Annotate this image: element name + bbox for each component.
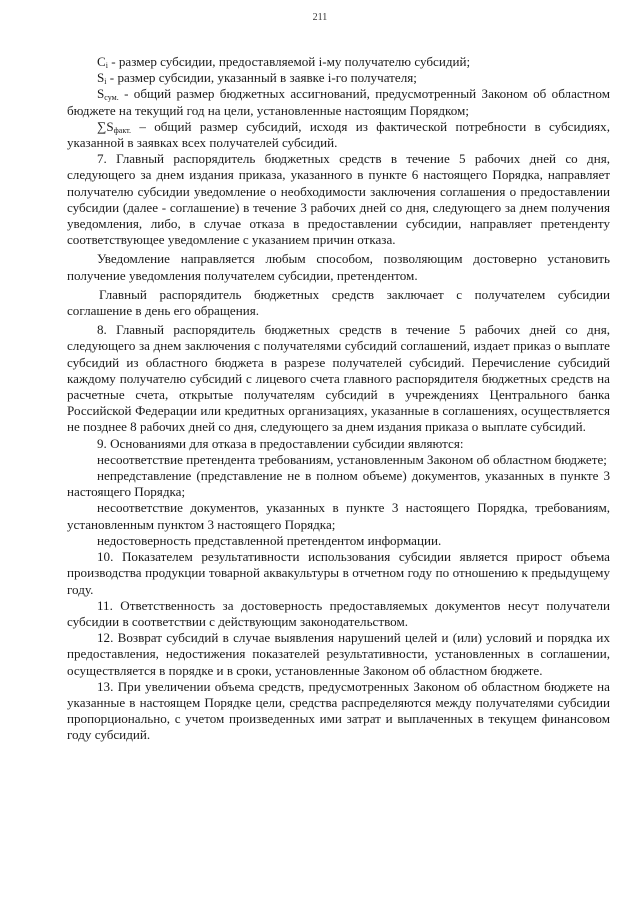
symbol: S <box>97 86 105 102</box>
symbol-subscript: i <box>105 61 108 70</box>
clause-12: 12. Возврат субсидий в случае выявления нарушений целей и (или) условий и порядка их предоставления, недостижения показателей результативности, установленных в соглашении, осуществляется в порядке и в сроки, установленные Законом об областном бюджете. <box>67 630 610 678</box>
clause-7-notification: Уведомление направляется любым способом, позволяющим достоверно установить получение уведомления получателем субсидии, претендентом. <box>67 251 610 283</box>
clause-9-item-1: несоответствие претендента требованиям, установленным Законом об областном бюджете; <box>97 451 607 467</box>
document-body <box>67 54 610 744</box>
symbol-subscript: сум. <box>104 93 119 103</box>
clause-11: 11. Ответственность за достоверность предоставляемых документов несут получатели субсидии в соответствии с действующим законодательством. <box>67 597 610 629</box>
symbol: ∑S <box>97 118 114 134</box>
clause-9: 9. Основаниями для отказа в предоставлении субсидии являются: <box>97 435 464 451</box>
clause-13: 13. При увеличении объема средств, предусмотренных Законом об областном бюджете на указанные в настоящем Порядке цели, средства распределяются между получателями субсидии пропорционально, с учетом произведенных ими затрат и выплаченных в текущем финансовом году субсидий. <box>67 678 610 743</box>
symbol: S <box>97 70 105 86</box>
definition-text: - размер субсидии, предоставляемой i-му получателю субсидий; <box>107 54 471 69</box>
definition-ssum <box>67 86 610 118</box>
clause-9-item-3: несоответствие документов, указанных в пункте 3 настоящего Порядка, требованиям, установленным пунктом 3 настоящего Порядка; <box>67 500 610 532</box>
clause-8: 8. Главный распорядитель бюджетных средств в течение 5 рабочих дней со дня, следующего за днем заключения с получателями субсидий соглашений, издает приказ о выплате субсидий из областного бюджета в разрезе получателей субсидий. Перечисление субсидий каждому получателю субсидий с лицевого счета главного распорядителя бюджетных средств на расчетные счета, открытые получателям субсидий в учреждениях Центрального банка Российской Федерации или кредитных организациях, указанные в соглашениях, осуществляется не позднее 8 рабочих дней со дня, следующего за днем издания приказа о выплате субсидий. <box>67 322 610 435</box>
clause-9-item-2: непредставление (представление не в полном объеме) документов, указанных в пункте 3 настоящего Порядка; <box>67 468 610 500</box>
definition-sfact <box>67 119 610 151</box>
clause-7: 7. Главный распорядитель бюджетных средств в течение 5 рабочих дней со дня, следующего за днем издания приказа, указанного в пункте 6 настоящего Порядка, направляет получателю субсидии уведомление о необходимости заключения соглашения о предоставлении субсидии (далее - соглашение) в течение 3 рабочих дней со дня, следующего за днем получения уведомления, либо, в случае отказа в предоставлении субсидии, направляет претенденту соответствующее уведомление с указанием причин отказа. <box>67 151 610 248</box>
clause-7-agreement: Главный распорядитель бюджетных средств заключает с получателем субсидии соглашение в день его обращения. <box>67 286 610 319</box>
definition-text: - размер субсидии, указанный в заявке i-го получателя; <box>106 70 417 86</box>
symbol: C <box>97 54 106 69</box>
page-number: 211 <box>312 12 328 23</box>
definition-ci <box>67 54 610 70</box>
clause-10: 10. Показателем результативности использования субсидии является прирост объема производства продукции товарной аквакультуры в отчетном году по отношению к предыдущему году. <box>67 549 610 597</box>
symbol-subscript: i <box>104 77 107 87</box>
definition-text: - общий размер бюджетных ассигнований, предусмотренный Законом об областном бюджете на текущий год на цели, установленные настоящим Порядком; <box>67 86 610 118</box>
definition-text: – общий размер субсидий, исходя из фактической потребности в субсидиях, указанной в заявках всех получателей субсидий. <box>67 118 610 151</box>
definition-si <box>67 70 610 86</box>
symbol-subscript: факт. <box>113 125 132 135</box>
clause-9-item-4: недостоверность представленной претендентом информации. <box>97 532 442 548</box>
